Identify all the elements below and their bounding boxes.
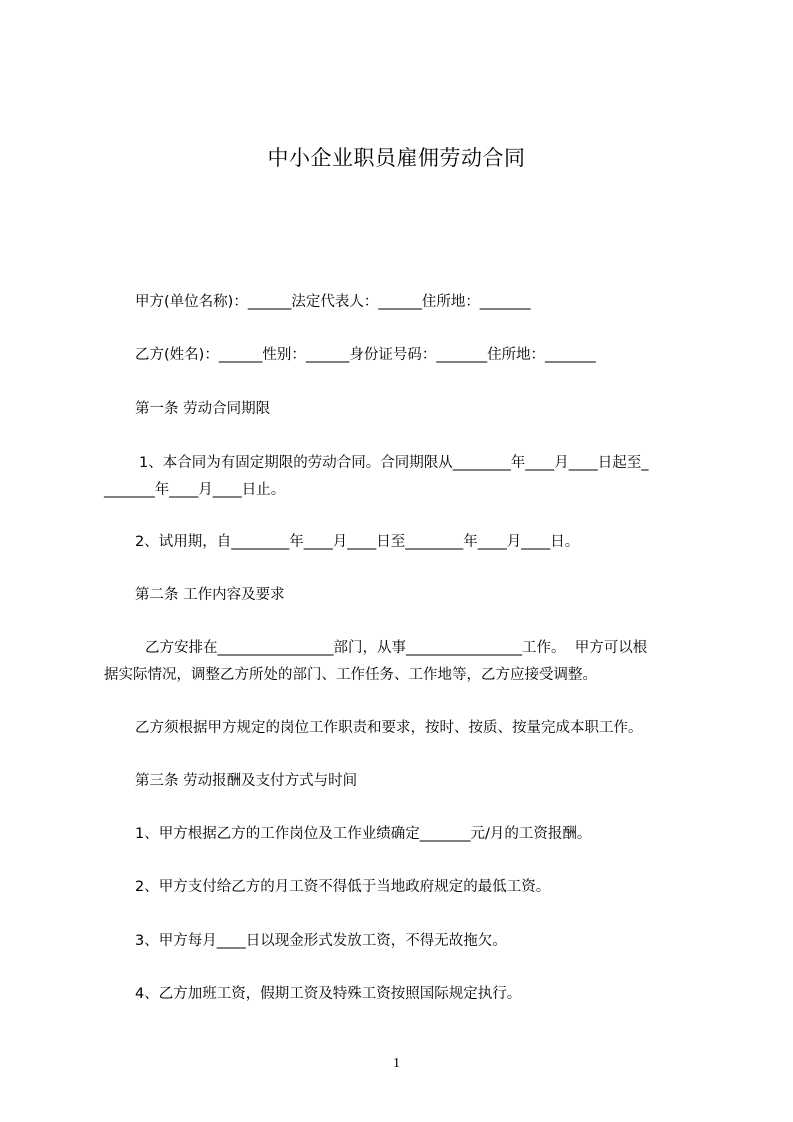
article-1-item-1-line-2: _______年____月____日止。 xyxy=(104,482,286,498)
article-1-item-1-line-1: 1、本合同为有固定期限的劳动合同。合同期限从________年____月____日起至_ xyxy=(139,455,649,471)
article-2-paragraph-1-line-1: 乙方安排在________________部门，从事________________工作。 甲方可以根 xyxy=(145,640,648,656)
article-1-item-2: 2、试用期，自________年____月____日至________年____月____日。 xyxy=(135,534,580,550)
article-2-heading: 第二条 工作内容及要求 xyxy=(135,587,285,603)
article-2-paragraph-2: 乙方须根据甲方规定的岗位工作职责和要求，按时、按质、按量完成本职工作。 xyxy=(135,720,643,736)
article-3-heading: 第三条 劳动报酬及支付方式与时间 xyxy=(135,773,358,789)
article-3-item-2: 2、甲方支付给乙方的月工资不得低于当地政府规定的最低工资。 xyxy=(135,879,551,895)
article-2-paragraph-1-line-2: 据实际情况，调整乙方所处的部门、工作任务、工作地等，乙方应接受调整。 xyxy=(104,667,597,683)
party-b-line: 乙方(姓名)：______性别：______身份证号码：_______住所地：_______ xyxy=(135,347,596,363)
document-title: 中小企业职员雇佣劳动合同 xyxy=(267,146,526,170)
party-a-line: 甲方(单位名称)：______法定代表人：______住所地：_______ xyxy=(135,294,531,310)
article-3-item-4: 4、乙方加班工资，假期工资及特殊工资按照国际规定执行。 xyxy=(135,986,522,1002)
article-3-item-1: 1、甲方根据乙方的工作岗位及工作业绩确定_______元/月的工资报酬。 xyxy=(135,826,592,842)
article-1-heading: 第一条 劳动合同期限 xyxy=(135,401,271,417)
page-number: 1 xyxy=(393,1056,400,1071)
article-3-item-3: 3、甲方每月____日以现金形式发放工资，不得无故拖欠。 xyxy=(135,933,507,949)
